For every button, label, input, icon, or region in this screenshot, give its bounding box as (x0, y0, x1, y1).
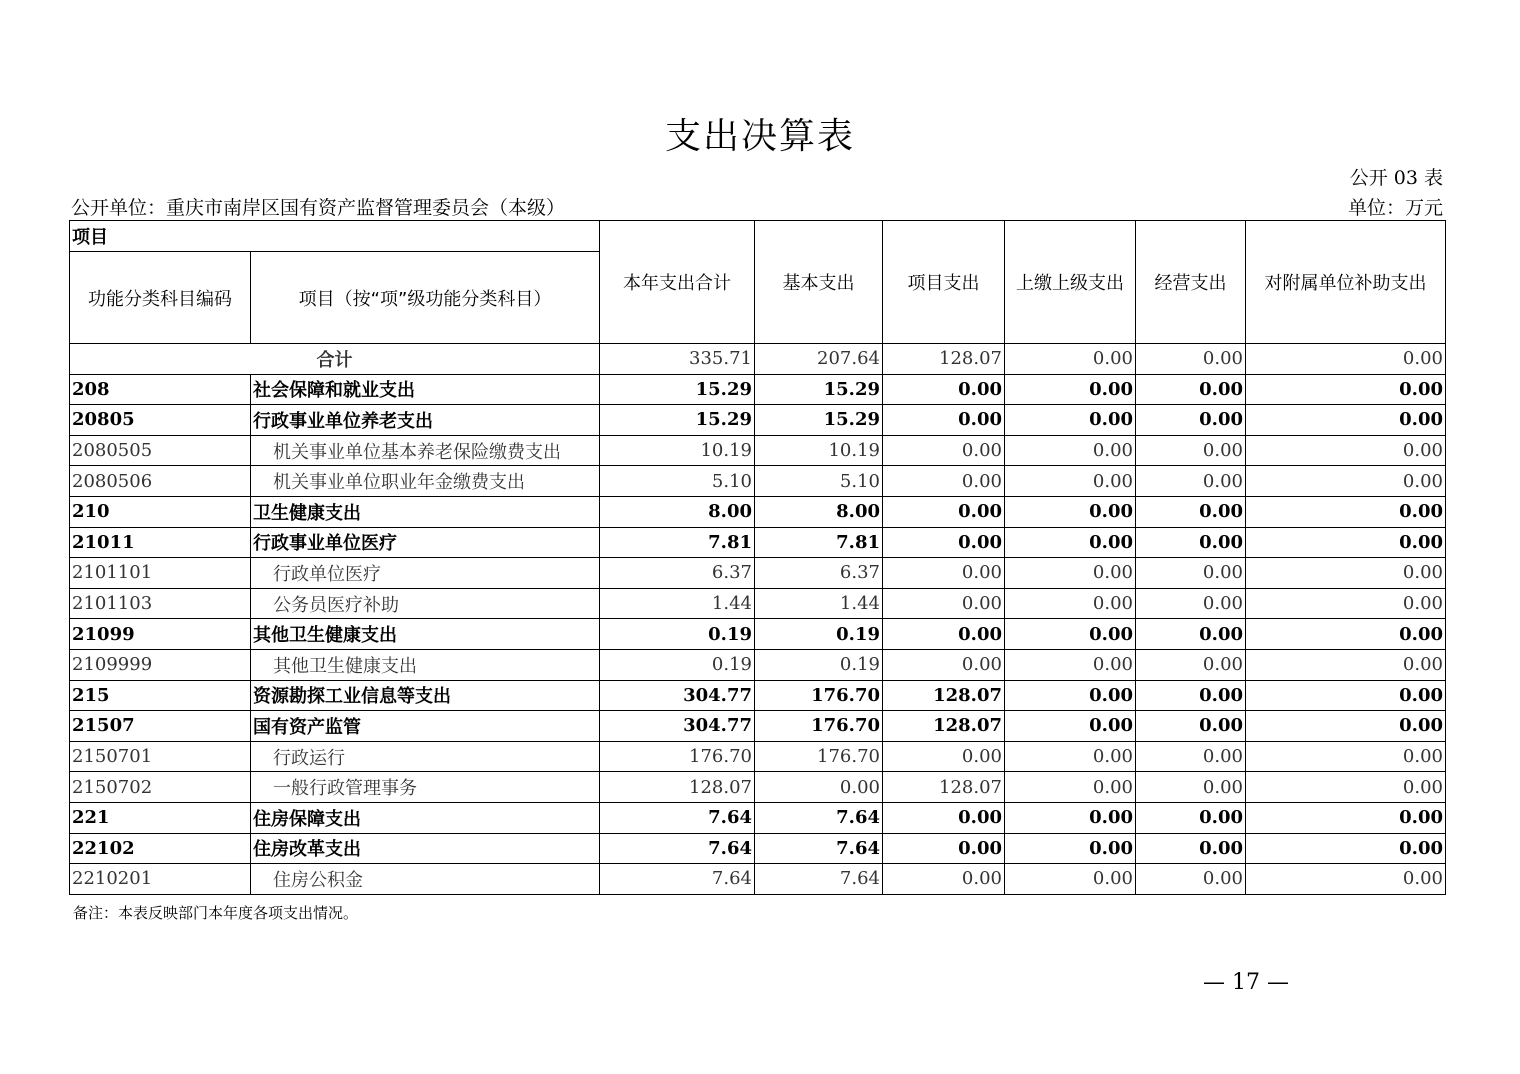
page-number: — 17 — (1203, 970, 1289, 995)
row-value: 0.00 (1005, 741, 1136, 772)
row-value: 0.00 (1246, 619, 1446, 650)
row-code: 2101101 (70, 558, 251, 589)
header-project-expense: 项目支出 (883, 221, 1005, 344)
header-upper: 上缴上级支出 (1005, 221, 1136, 344)
row-value: 304.77 (600, 680, 755, 711)
row-name: 行政事业单位养老支出 (251, 405, 600, 436)
header-total: 本年支出合计 (600, 221, 755, 344)
row-value: 0.00 (1246, 527, 1446, 558)
header-basic: 基本支出 (755, 221, 883, 344)
row-value: 15.29 (755, 374, 883, 405)
table-row (70, 864, 1446, 895)
row-value: 0.00 (883, 435, 1005, 466)
table-row (70, 649, 1446, 680)
row-code: 2150702 (70, 772, 251, 803)
row-value: 6.37 (755, 558, 883, 589)
row-value: 0.19 (600, 619, 755, 650)
table-number: 公开 03 表 (1349, 167, 1443, 189)
row-value: 0.00 (1005, 649, 1136, 680)
row-value: 0.00 (1246, 374, 1446, 405)
row-name: 其他卫生健康支出 (251, 619, 600, 650)
row-name: 机关事业单位职业年金缴费支出 (251, 466, 600, 497)
row-value: 0.00 (1246, 680, 1446, 711)
row-value: 0.00 (1246, 405, 1446, 436)
row-name: 住房保障支出 (251, 802, 600, 833)
row-value: 0.00 (1246, 741, 1446, 772)
row-value: 0.00 (1136, 649, 1246, 680)
total-row (70, 344, 1446, 375)
row-value: 0.00 (1005, 802, 1136, 833)
row-value: 0.00 (1136, 802, 1246, 833)
row-value: 0.00 (1005, 619, 1136, 650)
row-value: 0.00 (1005, 496, 1136, 527)
row-value: 10.19 (600, 435, 755, 466)
table-row (70, 680, 1446, 711)
table-row (70, 405, 1446, 436)
row-code: 21099 (70, 619, 251, 650)
row-value: 0.00 (1136, 558, 1246, 589)
table-row (70, 527, 1446, 558)
row-name: 住房改革支出 (251, 833, 600, 864)
row-value: 0.00 (1246, 864, 1446, 895)
row-value: 0.00 (1136, 496, 1246, 527)
row-value: 0.00 (1136, 374, 1246, 405)
row-code: 2109999 (70, 649, 251, 680)
row-value: 0.00 (1136, 405, 1246, 436)
row-value: 0.00 (1005, 680, 1136, 711)
row-value: 0.00 (1136, 711, 1246, 742)
table-row (70, 619, 1446, 650)
row-value: 0.00 (883, 527, 1005, 558)
row-code: 2080506 (70, 466, 251, 497)
table-row (70, 741, 1446, 772)
total-cell: 128.07 (883, 344, 1005, 375)
row-value: 0.00 (1246, 711, 1446, 742)
row-value: 0.00 (1136, 588, 1246, 619)
row-value: 176.70 (600, 741, 755, 772)
row-value: 0.00 (1005, 466, 1136, 497)
row-value: 0.00 (883, 802, 1005, 833)
row-code: 20805 (70, 405, 251, 436)
row-value: 128.07 (883, 711, 1005, 742)
row-value: 7.81 (755, 527, 883, 558)
row-value: 0.00 (883, 864, 1005, 895)
row-value: 0.00 (1005, 374, 1136, 405)
row-value: 0.00 (883, 558, 1005, 589)
expenditure-table (69, 220, 1446, 895)
row-value: 0.00 (883, 466, 1005, 497)
row-value: 0.00 (883, 619, 1005, 650)
row-value: 0.00 (1005, 864, 1136, 895)
row-value: 0.00 (1005, 558, 1136, 589)
row-value: 176.70 (755, 680, 883, 711)
row-value: 0.19 (755, 619, 883, 650)
row-value: 0.00 (883, 405, 1005, 436)
header-subsidy: 对附属单位补助支出 (1246, 221, 1446, 344)
row-value: 7.64 (600, 802, 755, 833)
row-value: 128.07 (883, 772, 1005, 803)
table-row (70, 496, 1446, 527)
row-value: 15.29 (600, 374, 755, 405)
row-name: 卫生健康支出 (251, 496, 600, 527)
page-title: 支出决算表 (664, 116, 855, 157)
row-value: 128.07 (600, 772, 755, 803)
row-value: 0.00 (1246, 558, 1446, 589)
row-code: 210 (70, 496, 251, 527)
row-value: 1.44 (755, 588, 883, 619)
header-business: 经营支出 (1136, 221, 1246, 344)
row-value: 0.00 (883, 833, 1005, 864)
row-value: 0.00 (1005, 711, 1136, 742)
row-value: 8.00 (755, 496, 883, 527)
row-value: 0.00 (1136, 435, 1246, 466)
table-row (70, 833, 1446, 864)
total-cell: 0.00 (1136, 344, 1246, 375)
row-name: 机关事业单位基本养老保险缴费支出 (251, 435, 600, 466)
row-value: 7.64 (755, 864, 883, 895)
row-value: 176.70 (755, 741, 883, 772)
table-row (70, 435, 1446, 466)
table-row (70, 558, 1446, 589)
footnote: 备注：本表反映部门本年度各项支出情况。 (73, 904, 359, 922)
row-value: 0.19 (755, 649, 883, 680)
row-name: 住房公积金 (251, 864, 600, 895)
row-name: 一般行政管理事务 (251, 772, 600, 803)
row-value: 6.37 (600, 558, 755, 589)
row-value: 0.00 (883, 588, 1005, 619)
table-row (70, 772, 1446, 803)
row-value: 1.44 (600, 588, 755, 619)
table-row (70, 588, 1446, 619)
row-code: 21507 (70, 711, 251, 742)
row-value: 0.00 (1246, 466, 1446, 497)
row-value: 0.00 (1246, 833, 1446, 864)
row-value: 7.64 (600, 833, 755, 864)
row-value: 5.10 (600, 466, 755, 497)
table-row (70, 711, 1446, 742)
row-value: 10.19 (755, 435, 883, 466)
row-value: 5.10 (755, 466, 883, 497)
row-name: 行政事业单位医疗 (251, 527, 600, 558)
header-code: 功能分类科目编码 (70, 252, 251, 344)
row-value: 0.00 (1246, 435, 1446, 466)
header-name: 项目（按“项”级功能分类科目） (251, 252, 600, 344)
header-project: 项目 (70, 221, 600, 252)
row-value: 0.00 (1005, 435, 1136, 466)
total-label: 合计 (70, 344, 600, 375)
row-value: 0.00 (1246, 802, 1446, 833)
row-name: 行政运行 (251, 741, 600, 772)
row-code: 208 (70, 374, 251, 405)
row-value: 0.00 (1136, 527, 1246, 558)
row-code: 2101103 (70, 588, 251, 619)
row-name: 行政单位医疗 (251, 558, 600, 589)
row-value: 0.19 (600, 649, 755, 680)
row-value: 0.00 (1136, 772, 1246, 803)
row-value: 15.29 (755, 405, 883, 436)
row-value: 0.00 (883, 496, 1005, 527)
row-value: 176.70 (755, 711, 883, 742)
row-value: 0.00 (1005, 588, 1136, 619)
row-name: 资源勘探工业信息等支出 (251, 680, 600, 711)
row-value: 0.00 (1005, 833, 1136, 864)
row-value: 0.00 (1005, 772, 1136, 803)
row-value: 7.64 (755, 802, 883, 833)
row-name: 公务员医疗补助 (251, 588, 600, 619)
row-code: 2150701 (70, 741, 251, 772)
reporting-unit: 公开单位：重庆市南岸区国有资产监督管理委员会（本级） (71, 197, 566, 219)
total-cell: 0.00 (1246, 344, 1446, 375)
row-value: 0.00 (1246, 649, 1446, 680)
row-value: 0.00 (1246, 588, 1446, 619)
total-cell: 0.00 (1005, 344, 1136, 375)
row-name: 社会保障和就业支出 (251, 374, 600, 405)
row-value: 0.00 (883, 374, 1005, 405)
row-value: 0.00 (1136, 466, 1246, 497)
row-value: 0.00 (883, 649, 1005, 680)
row-value: 0.00 (1136, 619, 1246, 650)
row-value: 0.00 (883, 741, 1005, 772)
table-row (70, 802, 1446, 833)
row-value: 304.77 (600, 711, 755, 742)
row-value: 15.29 (600, 405, 755, 436)
row-value: 0.00 (1005, 527, 1136, 558)
row-code: 2080505 (70, 435, 251, 466)
table-row (70, 374, 1446, 405)
total-cell: 207.64 (755, 344, 883, 375)
row-value: 0.00 (1005, 405, 1136, 436)
row-value: 7.64 (600, 864, 755, 895)
row-value: 7.81 (600, 527, 755, 558)
row-name: 其他卫生健康支出 (251, 649, 600, 680)
row-value: 7.64 (755, 833, 883, 864)
row-value: 0.00 (1136, 864, 1246, 895)
table-row (70, 466, 1446, 497)
row-code: 2210201 (70, 864, 251, 895)
row-value: 0.00 (1246, 496, 1446, 527)
row-code: 215 (70, 680, 251, 711)
currency-unit: 单位：万元 (1347, 197, 1443, 219)
row-value: 0.00 (1136, 741, 1246, 772)
row-value: 128.07 (883, 680, 1005, 711)
row-name: 国有资产监管 (251, 711, 600, 742)
row-value: 0.00 (1136, 680, 1246, 711)
row-code: 221 (70, 802, 251, 833)
row-value: 0.00 (1246, 772, 1446, 803)
row-value: 0.00 (755, 772, 883, 803)
table-body (70, 344, 1446, 895)
row-value: 0.00 (1136, 833, 1246, 864)
row-code: 22102 (70, 833, 251, 864)
total-cell: 335.71 (600, 344, 755, 375)
row-value: 8.00 (600, 496, 755, 527)
row-code: 21011 (70, 527, 251, 558)
